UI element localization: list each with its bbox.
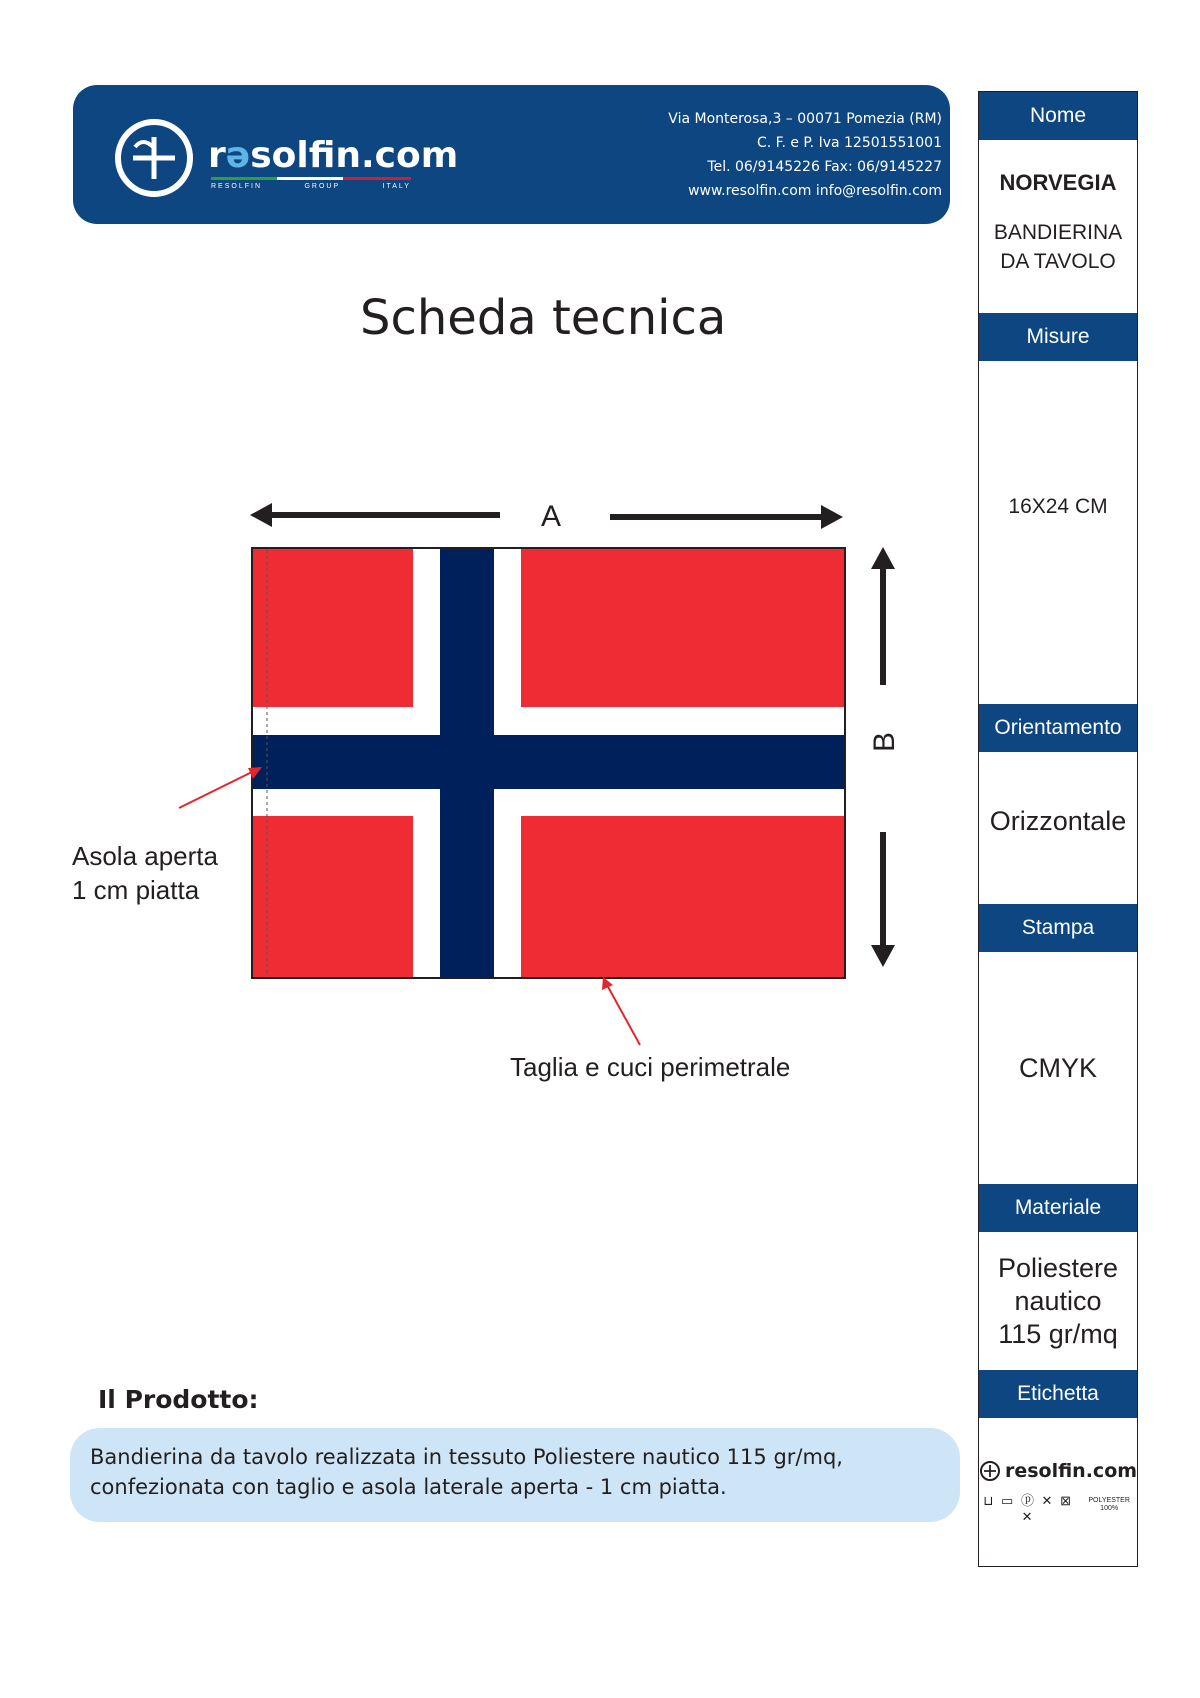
taglia-label: Taglia e cuci perimetrale [510, 1052, 791, 1082]
product-type-line2: DA TAVOLO [1000, 250, 1116, 273]
stampa-value: CMYK [1018, 1052, 1097, 1083]
materiale-line2: nautico [1014, 1285, 1102, 1316]
product-heading: Il Prodotto: [98, 1385, 259, 1414]
asola-label-line2: 1 cm piatta [72, 875, 200, 905]
resolfin-small-logo-icon [979, 1460, 1001, 1482]
etichetta-label-image [979, 1418, 1137, 1566]
misure-value: 16X24 CM [1008, 495, 1108, 518]
country-name: NORVEGIA [999, 170, 1117, 195]
materiale-header: Materiale [979, 1184, 1137, 1232]
product-description-box [70, 1428, 960, 1522]
nome-value [979, 140, 1137, 306]
dimension-b-label: B [868, 731, 901, 752]
vat-text: C. F. e P. Iva 12501551001 [756, 135, 942, 151]
stampa-header: Stampa [979, 904, 1137, 952]
logo-wordmark: rəsolfin.com [208, 135, 459, 176]
spec-sidebar [978, 91, 1138, 1567]
product-description: Bandierina da tavolo realizzata in tessuto Poliestere nautico 115 gr/mq, confezionata con taglio e asola laterale aperta - 1 cm piatta. [90, 1445, 843, 1499]
materiale-line3: 115 gr/mq [998, 1318, 1118, 1349]
etichetta-header: Etichetta [979, 1370, 1137, 1418]
norway-flag [252, 548, 845, 978]
etichetta-logo-text: resolfin.com [1004, 1459, 1138, 1482]
materiale-value [979, 1232, 1137, 1370]
materiale-line1: Poliestere [997, 1252, 1119, 1283]
web-text: www.resolfin.com info@resolfin.com [688, 183, 942, 199]
page-title: Scheda tecnica [360, 290, 727, 346]
orientamento-header: Orientamento [979, 704, 1137, 752]
product-type-line1: BANDIERINA [993, 221, 1123, 244]
dimension-a-label: A [541, 500, 562, 533]
asola-label-line1: Asola aperta [72, 841, 218, 871]
nome-header: Nome [979, 92, 1137, 140]
polyester-tag: POLYESTER 100% [1088, 1497, 1130, 1512]
care-symbols-icon: ⊔ ▭ ⓟ ✕ ⊠ ✕ [983, 1492, 1073, 1524]
asola-pointer [179, 767, 262, 808]
misure-header: Misure [979, 313, 1137, 361]
logo-subtitle: RESOLFIN GROUP ITALY [211, 183, 411, 190]
dimension-b-arrow [871, 547, 895, 967]
phone-text: Tel. 06/9145226 Fax: 06/9145227 [707, 159, 942, 175]
address-text: Via Monterosa,3 – 00071 Pomezia (RM) [668, 111, 942, 127]
orientamento-value: Orizzontale [989, 806, 1127, 836]
taglia-pointer [602, 977, 640, 1045]
